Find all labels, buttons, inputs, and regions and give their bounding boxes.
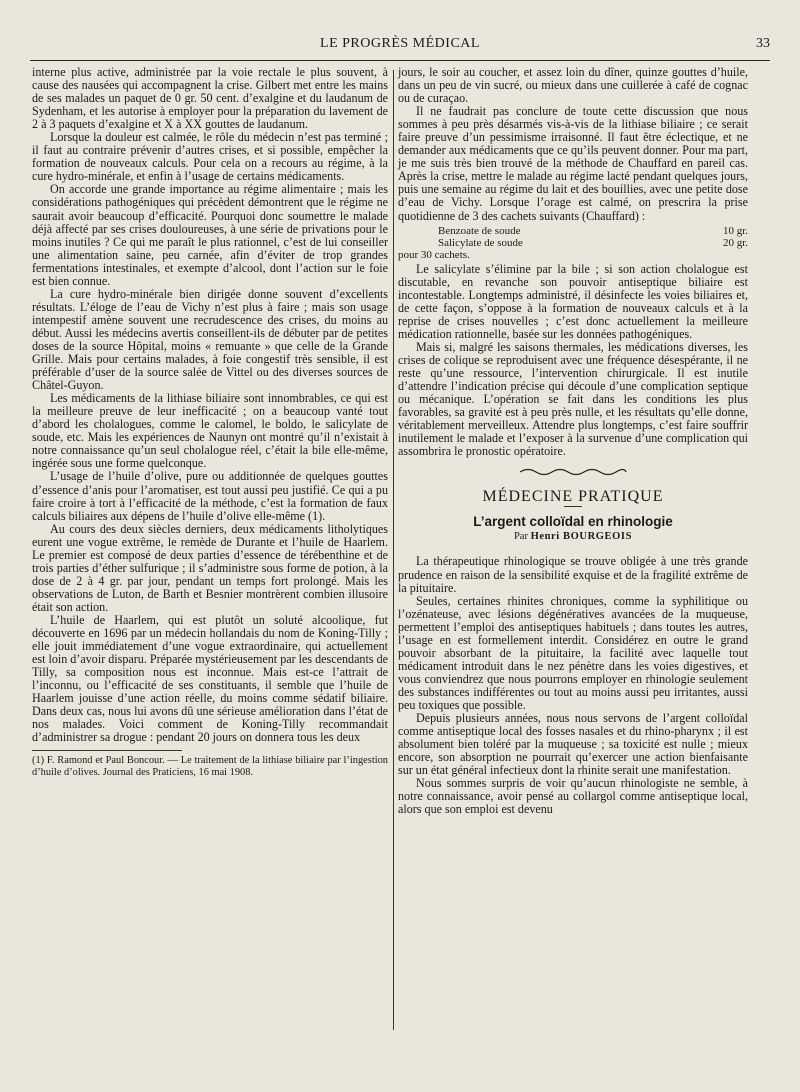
prescription-footer: pour 30 cachets. bbox=[398, 248, 470, 261]
ingredient-quantity: 10 gr. bbox=[722, 224, 748, 237]
paragraph: On accorde une grande importance au régime alimentaire ; mais les considérations pathogéniques qui précèdent démontrent que le régime ne saurait avoir beaucoup d’efficacité. Pourquoi donc soumettre le malade déjà affecté par ses crises douloureuses, à une série de privations pour le moins inutiles ? Ce qui me paraît le plus rationnel, c’est de lui conseiller une alimentation saine, peu carnée, afin d’éviter de trop grandes fermentations intestinales, et exempte d’alcool, dont l’action sur le foie est bien connue. bbox=[32, 182, 388, 288]
paragraph: Lorsque la douleur est calmée, le rôle du médecin n’est pas terminé ; il faut au contraire prévenir d’autres crises, et si possible, empêcher la formation de nouveaux calculs. Pour cela on a recours au régime, à la cure hydro-minérale, et enfin à l’usage de certains médicaments. bbox=[32, 130, 388, 184]
paragraph: L’huile de Haarlem, qui est plutôt un soluté alcoolique, fut découverte en 1696 par un médecin hollandais du nom de Koning-Tilly ; elle jouit immédiatement d’une vogue extraordinaire, qui actuellement est loin d’avoir disparu. Préparée mystérieusement par les descendants de Tilly, sa composition nous est inconnue. Mais est-ce l’attrait de l’inconnu, ou l’efficacité de ses constituants, il semble que l’huile de Haarlem jouisse d’une action réelle, du moins comme sédatif biliaire. Dans deux cas, nous lui avons dû une sérieuse amélioration dans l’état de nos malades. Voici comment de Koning-Tilly recommandait d’administrer sa drogue : pendant 20 jours on donnera tous les deux bbox=[32, 612, 388, 745]
paragraph: jours, le soir au coucher, et assez loin du dîner, quinze gouttes d’huile, dans un peu de vin sucré, ou mieux dans une cuillerée à café de cognac ou de curaçao. bbox=[398, 65, 748, 106]
article-title: L’argent colloïdal en rhinologie bbox=[473, 514, 673, 530]
prescription-row bbox=[398, 225, 748, 237]
page-number: 33 bbox=[756, 36, 770, 51]
ingredient-quantity: 20 gr. bbox=[722, 236, 748, 249]
prescription bbox=[398, 225, 748, 261]
paragraph: Mais si, malgré les saisons thermales, les médications diverses, les crises de colique se reproduisent avec une fréquence désespérante, il ne reste qu’une ressource, l’intervention chirurgicale. Il est inutile d’attendre l’indication précise qui découle d’une complication septique ou mécanique. L’opération se fait dans les conditions les plus favorables, sa gravité est à peu près nulle, et les résultats qu’elle donne, véritablement merveilleux. Attendre plus longtemps, c’est faire souffrir inutilement le malade et l’exposer à la survenue d’une complication qui assombrira le pronostic opératoire. bbox=[398, 339, 748, 459]
paragraph: Au cours des deux siècles derniers, deux médicaments litholytiques eurent une vogue extrême, le remède de Durante et l’huile de Haarlem. Le premier est composé de deux parties d’essence de térébenthine et de trois parties d’éther sulfurique ; il s’administre sous forme de potion, à la dose de 2 à 4 gr. par jour, pendant un temps fort prolongé. Mais les observations de Luton, de Barth et Besnier montrèrent combien illusoire était son action. bbox=[32, 521, 388, 614]
paragraph: L’usage de l’huile d’olive, pure ou additionnée de quelques gouttes d’essence d’anis pour l’aromatiser, est tout aussi peu justifié. Ce qui a pu faire croire à tort à l’efficacité de la méthode, c’est la formation de faux calculs biliaires aux dépens de l’huile d’olive elle-même (1). bbox=[32, 469, 388, 523]
left-column bbox=[32, 66, 388, 778]
byline-author: Henri BOURGEOIS bbox=[530, 531, 633, 543]
paragraph: Depuis plusieurs années, nous nous servons de l’argent colloïdal comme antiseptique local des fosses nasales et du rhino-pharynx ; il est absolument bien toléré par la muqueuse ; sa toxicité est nulle ; mieux encore, son absorption ne pourrait qu’exercer une action bienfaisante sur un état général infectieux dont la rhinite serait une manifestation. bbox=[398, 711, 748, 778]
right-column bbox=[398, 66, 748, 816]
paragraph: Seules, certaines rhinites chroniques, comme la syphilitique ou l’ozénateuse, avec lésions dégénératives avancées de la muqueuse, permettent l’emploi des antiseptiques habituels ; dans toutes les autres, l’usage en est formellement interdit. Considérez en outre le grand pouvoir absorbant de la pituitaire, la facilité avec laquelle tout médicament introduit dans le nez pénètre dans les voies digestives, et vous conviendrez que nous pourrons employer en rhinologie seulement des substances indifférentes ou tout au moins aussi peu irritantes, aussi peu toxiques que possible. bbox=[398, 593, 748, 712]
paragraph: La thérapeutique rhinologique se trouve obligée à une très grande prudence en raison de la sensibilité exquise et de la fragilité extrême de la pituitaire. bbox=[398, 554, 748, 595]
byline-prefix: Par bbox=[513, 531, 528, 543]
column-divider bbox=[393, 70, 394, 1030]
header-rule bbox=[30, 60, 770, 61]
prescription-row bbox=[398, 237, 748, 249]
ingredient-name: Benzoate de soude bbox=[438, 224, 521, 237]
paragraph: interne plus active, administrée par la voie rectale le plus souvent, à cause des nausées qui accompagnent la crise. Gilbert met entre les mains de ses malades un paquet de 0 gr. 50 cent. d’exalgine et du laudanum de Sydenham, et les autorise à employer pour la préparation du lavement de 2 à 3 paquets d’exalgine et X à XX gouttes de laudanum. bbox=[32, 65, 388, 132]
footnote: (1) F. Ramond et Paul Boncour. — Le traitement de la lithiase biliaire par l’ingestion d’huile d’olives. Journal des Praticiens, 16 mai 1908. bbox=[32, 755, 388, 778]
flourish-icon bbox=[518, 467, 628, 477]
running-title: LE PROGRÈS MÉDICAL bbox=[320, 36, 480, 51]
ornament-divider bbox=[398, 467, 748, 480]
footnote-rule bbox=[32, 750, 182, 751]
page-header bbox=[30, 36, 770, 56]
paragraph: Nous sommes surpris de voir qu’aucun rhinologiste ne semble, à notre connaissance, avoir pensé au collargol comme antiseptique local, alors que son emploi est devenu bbox=[398, 776, 748, 817]
paragraph: La cure hydro-minérale bien dirigée donne souvent d’excellents résultats. L’éloge de l’eau de Vichy n’est plus à faire ; mais son usage intempestif amène souvent une recrudescence des crises, du moins au début. Aussi les médecins avertis conseillent-ils de débuter par de petites doses de la source Hôpital, moins « remuante » que celle de la Grande Grille. Mais pour certains malades, à foie congestif très sensible, il est préférable d’user de la source salée de Vittel ou des diverses sources de Châtel-Guyon. bbox=[32, 286, 388, 393]
section-rule bbox=[564, 506, 582, 507]
paragraph: Le salicylate s’élimine par la bile ; si son action cholalogue est discutable, en revanche son pouvoir antiseptique biliaire est incontestable. Longtemps administré, il désinfecte les voies biliaires et, de cette façon, s’oppose à la formation de nouveaux calculs et à la reprise de crises nouvelles ; c’est donc actuellement la meilleure médication rationnelle, basée sur les données pathogéniques. bbox=[398, 261, 748, 341]
paragraph: Les médicaments de la lithiase biliaire sont innombrables, ce qui est la meilleure preuve de leur inefficacité ; on a beaucoup vanté tout d’abord les cholalogues, comme le calomel, le boldo, le salicylate de soude, etc. Mais les expériences de Naunyn ont montré qu’il n’existait à notre connaissance qu’un seul cholalogue réel, c’était la bile elle-même, ingérée sous une forme quelconque. bbox=[32, 391, 388, 471]
byline bbox=[398, 530, 748, 543]
ingredient-name: Salicylate de soude bbox=[438, 236, 523, 249]
section-title: MÉDECINE PRATIQUE bbox=[482, 488, 664, 506]
paragraph: Il ne faudrait pas conclure de toute cette discussion que nous sommes à peu près désarmés vis-à-vis de la lithiase biliaire ; ce serait faire preuve d’un pessimisme irraisonné. Il faut être éclectique, et ne demander aux médicaments que ce qu’ils peuvent donner. Pour ma part, je me suis très bien trouvé de la méthode de Chauffard en pareil cas. Après la crise, mettre le malade au régime lacté pendant quelques jours, puis une semaine au régime du lait et des bouillies, avec une petite dose d’eau de Vichy. Lorsque l’orage est calmé, on prescrira la prise quotidienne de 3 des cachets suivants (Chauffard) : bbox=[398, 104, 748, 223]
